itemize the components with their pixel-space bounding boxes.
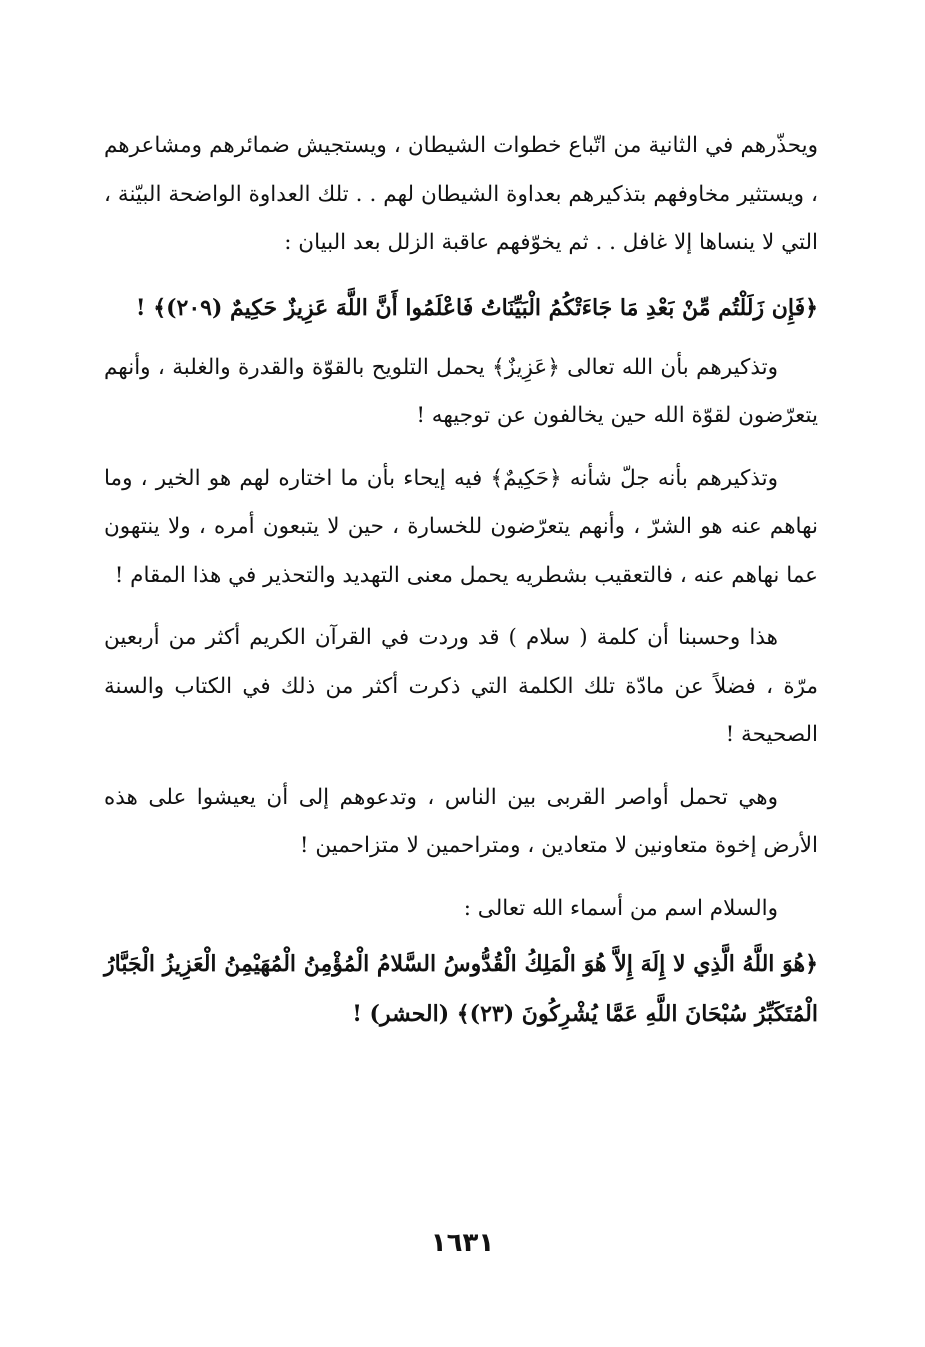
quran-verse-hashr-23: ﴿هُوَ اللَّهُ الَّذِي لا إِلَهَ إِلاَّ هُوَ الْمَلِكُ الْقُدُّوسُ السَّلامُ الْمُؤْمِنُ الْمُهَيْمِنُ الْعَزِيزُ الْجَبَّارُ الْمُتَكَبِّرُ سُبْحَانَ اللَّهِ عَمَّا يُشْرِكُونَ (٢٣)﴾ (الحشر) ! xyxy=(104,951,818,1027)
paragraph-aziz: وتذكيرهم بأن الله تعالى ﴿عَزِيزٌ﴾ يحمل التلويح بالقوّة والقدرة والغلبة ، وأنهم يتعرّضون لقوّة الله حين يخالفون عن توجيهه ! xyxy=(104,354,818,428)
paragraph-salam-name: والسلام اسم من أسماء الله تعالى : xyxy=(463,895,778,921)
page-number: ١٦٣١ xyxy=(430,1228,495,1258)
paragraph-brotherhood: وهي تحمل أواصر القربى بين الناس ، وتدعوهم إلى أن يعيشوا على هذه الأرض إخوة متعاونين لا متعادين ، ومتراحمين لا متزاحمين ! xyxy=(104,784,818,858)
paragraph-salam-count: هذا وحسبنا أن كلمة ( سلام ) قد وردت في القرآن الكريم أكثر من أربعين مرّة ، فضلاً عن مادّة تلك الكلمة التي ذكرت أكثر من ذلك في الكتاب والسنة الصحيحة ! xyxy=(104,625,818,747)
quran-verse-baqarah-209: ﴿فَإِن زَلَلْتُم مِّنْ بَعْدِ مَا جَاءَتْكُمُ الْبَيِّنَاتُ فَاعْلَمُوا أَنَّ اللَّهَ عَزِيزٌ حَكِيمٌ (٢٠٩)﴾ ! xyxy=(135,294,818,321)
page-body xyxy=(104,122,818,1039)
paragraph-hakim: وتذكيرهم بأنه جلّ شأنه ﴿حَكِيمٌ﴾ فيه إيحاء بأن ما اختاره لهم هو الخير ، وما نهاهم عنه هو الشرّ ، وأنهم يتعرّضون للخسارة ، حين لا يتبعون أمره ، ولا ينتهون عما نهاهم عنه ، فالتعقيب بشطريه يحمل معنى التهديد والتحذير في هذا المقام ! xyxy=(104,465,818,588)
paragraph-shaytan-warning: ويحذّرهم في الثانية من اتّباع خطوات الشيطان ، ويستجيش ضمائرهم ومشاعرهم ، ويستثير مخاوفهم بتذكيرهم بعداوة الشيطان لهم . . تلك العداوة الواضحة البيّنة ، التي لا ينساها إلا غافل . . ثم يخوّفهم عاقبة الزلل بعد البيان : xyxy=(104,133,818,255)
